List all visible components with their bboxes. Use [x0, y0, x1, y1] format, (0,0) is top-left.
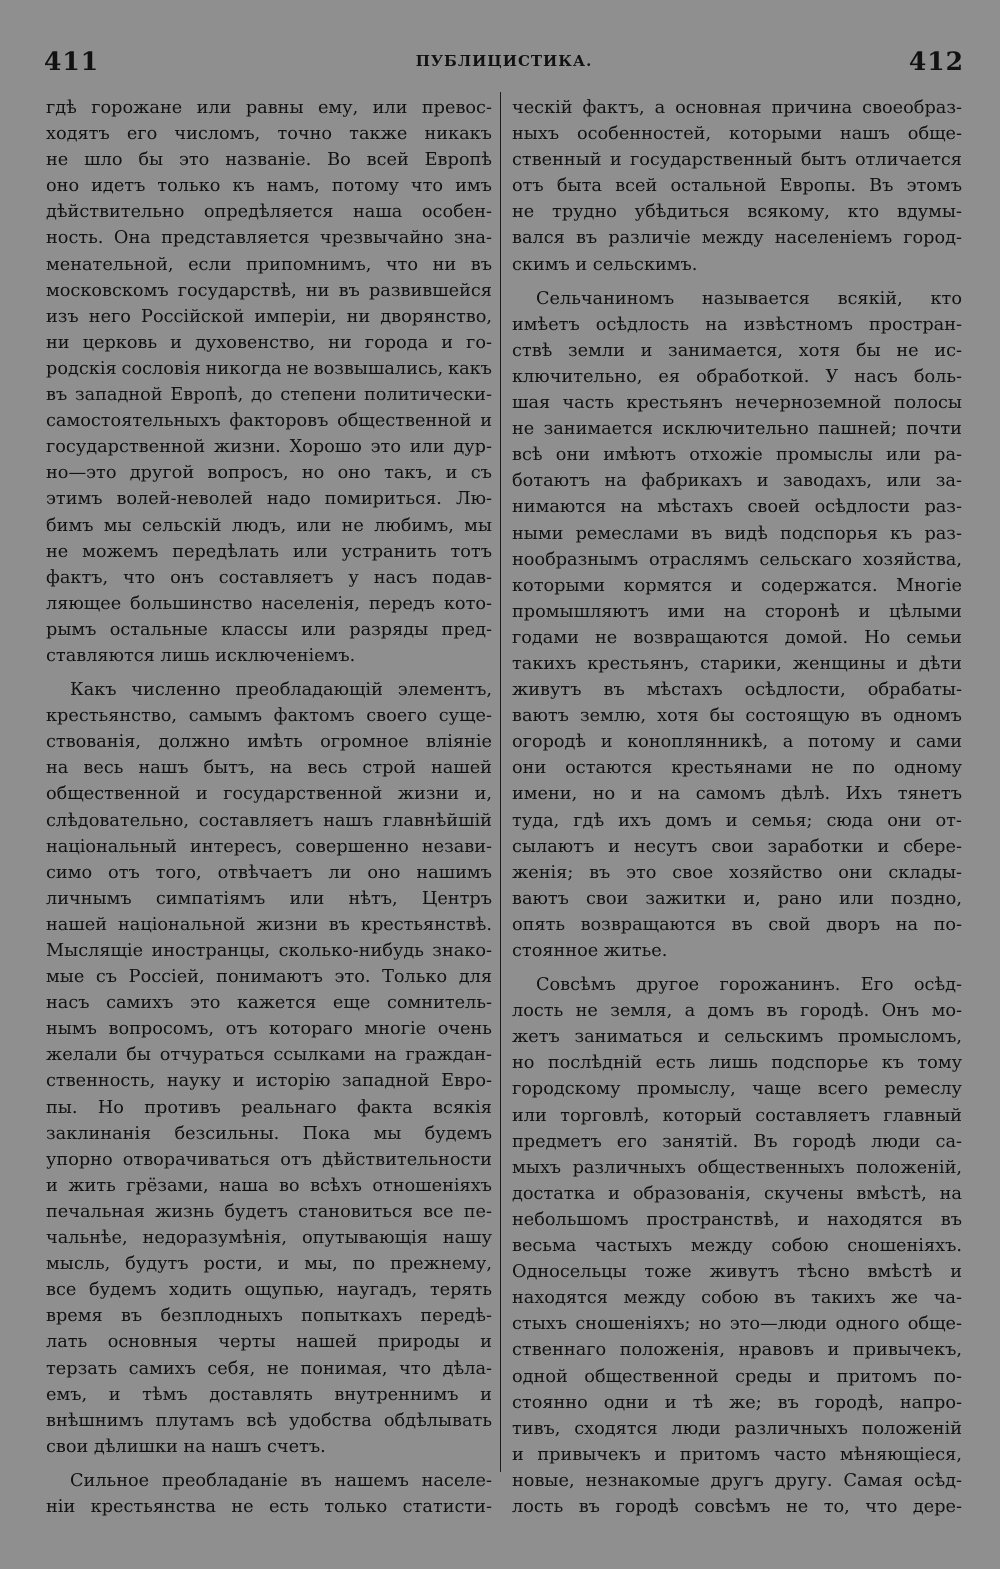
- text-line: годами не возвращаются домой. Но семьи: [512, 627, 962, 648]
- text-line: упорно отворачиваться отъ дѣйствительности: [46, 1149, 492, 1170]
- text-line: Односельцы тоже живутъ тѣсно вмѣстѣ и: [512, 1262, 962, 1283]
- text-line: стоянно одни и тѣ же; въ городѣ, напро-: [512, 1392, 962, 1413]
- text-line: менательной, если припомнимъ, что ни въ: [46, 254, 492, 275]
- paragraph-gap: [512, 964, 962, 972]
- text-line: крестьянство, самымъ фактомъ своего суще-: [46, 706, 492, 727]
- text-line: Какъ численно преобладающій элементъ,: [70, 680, 492, 701]
- text-line: бимъ мы сельскій людъ, или не любимъ, мы: [46, 515, 492, 536]
- text-line: опять возвращаются въ свой дворъ на по-: [512, 914, 962, 935]
- text-line: предметъ его занятій. Въ городѣ люди са-: [512, 1131, 962, 1152]
- text-line: рымъ остальные классы или разряды пред-: [46, 619, 492, 640]
- right-column: [512, 95, 962, 1520]
- text-line: ственный и государственный бытъ отличается: [512, 150, 962, 171]
- text-line: лать основныя черты нашей природы и: [46, 1332, 492, 1353]
- text-line: Мыслящіе иностранцы, сколько-нибудь знако-: [46, 941, 492, 961]
- text-line: личнымъ симпатіямъ или нѣтъ, Центръ: [46, 888, 492, 909]
- text-line: Сильное преобладаніе въ нашемъ населе-: [70, 1470, 492, 1491]
- text-line: живутъ въ мѣстахъ осѣдлости, обрабаты-: [512, 680, 962, 701]
- text-line: одной общественной среды и притомъ по-: [512, 1366, 962, 1387]
- text-line: національный интересъ, совершенно незави-: [46, 836, 492, 857]
- text-line: туда, гдѣ ихъ домъ и семья; сюда они от-: [512, 810, 962, 831]
- text-line: ческій фактъ, а основная причина своеобраз-: [512, 98, 962, 118]
- text-line: небольшомъ пространствѣ, и находятся въ: [512, 1209, 962, 1230]
- text-line: сылаютъ и несутъ свои заработки и сбере-: [512, 836, 962, 857]
- text-line: новые, незнакомые другъ другу. Самая осѣд-: [512, 1470, 962, 1491]
- text-line: огородѣ и коноплянникѣ, а потому и сами: [512, 732, 962, 753]
- text-line: городскому промыслу, чаще всего ремеслу: [512, 1079, 962, 1100]
- text-line: имени, но и на самомъ дѣлѣ. Ихъ тянетъ: [512, 784, 962, 805]
- text-line: женія; въ это свое хозяйство они склады-: [512, 862, 962, 883]
- text-line: не занимается исключительно пашней; почти: [512, 419, 962, 440]
- text-line: ніи крестьянства не есть только статисти-: [46, 1496, 492, 1517]
- text-line: емъ, и тѣмъ доставлять внутреннимъ и: [46, 1384, 492, 1405]
- text-line: промышляютъ ими на сторонѣ и цѣлыми: [512, 601, 962, 622]
- paragraph-gap: [512, 278, 962, 286]
- text-line: ныхъ особенностей, которыми нашъ обще-: [512, 124, 962, 145]
- text-line: шая часть крестьянъ нечерноземной полосы: [512, 393, 962, 414]
- text-line: самостоятельныхъ факторовъ общественной и: [46, 411, 492, 432]
- text-line: вался въ различіе между населеніемъ город-: [512, 228, 962, 249]
- text-line: свои дѣлишки на нашъ счетъ.: [46, 1436, 326, 1457]
- text-line: симо отъ того, отвѣчаетъ ли оно нашимъ: [46, 862, 492, 883]
- text-line: этимъ волей-неволей надо помириться. Лю-: [46, 489, 492, 510]
- text-line: родскія сословія никогда не возвышались, какъ: [46, 358, 492, 379]
- text-line: нымъ вопросомъ, отъ котораго многіе очень: [46, 1019, 492, 1040]
- text-line: которыми кормятся и содержатся. Многіе: [512, 575, 962, 596]
- text-line: стыхъ сношеніяхъ; но это—люди одного обще-: [512, 1314, 962, 1335]
- text-line: фактъ, что онъ составляетъ у насъ подав-: [46, 567, 492, 588]
- text-line: общественной и государственной жизни и,: [46, 784, 492, 805]
- text-line: чальнѣе, недоразумѣнія, опутывающія нашу: [46, 1228, 492, 1249]
- text-line: лость не земля, а домъ въ городѣ. Онъ мо-: [512, 1001, 962, 1022]
- text-line: не трудно убѣдиться всякому, кто вдумы-: [512, 202, 962, 223]
- text-line: ботаютъ на фабрикахъ и заводахъ, или за-: [512, 471, 962, 492]
- text-line: внѣшнимъ плутамъ всѣ удобства обдѣлывать: [46, 1410, 492, 1431]
- text-line: они остаются крестьянами не по одному: [512, 758, 962, 779]
- text-line: слѣдовательно, составляетъ нашъ главнѣйшій: [46, 810, 492, 831]
- column-divider: [500, 92, 501, 1472]
- text-line: нимаются на мѣстахъ своей осѣдлости раз-: [512, 497, 962, 518]
- text-line: и жить грёзами, наша во всѣхъ отношеніяхъ: [46, 1175, 492, 1196]
- running-header: [44, 44, 964, 78]
- text-line: не шло бы это названіе. Во всей Европѣ: [46, 150, 492, 171]
- text-line: тивъ, сходятся люди различныхъ положеній: [512, 1418, 962, 1439]
- text-line: ставляются лишь исключеніемъ.: [46, 645, 356, 666]
- text-line: ственность, науку и исторію западной Евро-: [46, 1071, 492, 1092]
- text-line: или торговлѣ, который составляетъ главный: [512, 1105, 962, 1126]
- text-line: желали бы отчураться ссылками на граждан-: [46, 1045, 492, 1066]
- text-line: изъ него Россійской имперіи, ни дворянство,: [46, 306, 492, 327]
- text-line: ваютъ землю, хотя бы состоящую въ одномъ: [512, 706, 962, 727]
- text-line: Сельчаниномъ называется всякій, кто: [536, 288, 962, 309]
- page-number-left: 411: [44, 46, 100, 76]
- text-line: мысль, будутъ рости, и мы, по прежнему,: [46, 1254, 492, 1275]
- text-line: Совсѣмъ другое горожанинъ. Его осѣд-: [536, 975, 962, 996]
- text-line: ходятъ его числомъ, точно также никакъ: [46, 124, 492, 145]
- text-line: нашей національной жизни въ крестьянствѣ.: [46, 914, 492, 935]
- text-line: пы. Но противъ реальнаго факта всякія: [46, 1097, 492, 1118]
- text-line: время въ безплодныхъ попыткахъ передѣ-: [46, 1306, 492, 1327]
- text-line: въ западной Европѣ, до степени политически-: [46, 385, 492, 406]
- left-column: [46, 95, 492, 1520]
- paragraph-gap: [46, 1460, 492, 1468]
- text-line: насъ самихъ это кажется еще сомнитель-: [46, 993, 492, 1014]
- text-line: но послѣдній есть лишь подспорье къ тому: [512, 1053, 962, 1074]
- text-line: заклинанія безсильны. Пока мы будемъ: [46, 1123, 492, 1144]
- text-line: ни церковь и духовенство, ни города и го-: [46, 332, 492, 353]
- text-line: отъ быта всей остальной Европы. Въ этомъ: [512, 176, 962, 197]
- text-line: скимъ и сельскимъ.: [512, 254, 698, 275]
- text-line: ными ремеслами въ видѣ подспорья къ раз-: [512, 523, 962, 544]
- text-line: мые съ Россіей, понимаютъ это. Только для: [46, 967, 492, 988]
- paragraph-gap: [46, 669, 492, 677]
- text-line: и привычекъ и притомъ часто мѣняющіеся,: [512, 1444, 962, 1465]
- text-line: ствованія, должно имѣть огромное вліяніе: [46, 732, 492, 753]
- text-line: государственной жизни. Хорошо это или дур-: [46, 437, 492, 458]
- text-line: стоянное житье.: [512, 941, 668, 961]
- text-line: находятся между собою въ такихъ же ча-: [512, 1288, 962, 1309]
- page-number-right: 412: [908, 46, 964, 76]
- text-line: ваютъ свои зажитки и, рано или поздно,: [512, 888, 962, 909]
- text-line: ляющее большинство населенія, передъ кото-: [46, 593, 492, 614]
- text-line: такихъ крестьянъ, старики, женщины и дѣти: [512, 653, 962, 674]
- text-line: всѣ они имѣютъ отхожіе промыслы или ра-: [512, 445, 962, 466]
- text-line: жетъ заниматься и сельскимъ промысломъ,: [512, 1027, 962, 1048]
- text-line: лость въ городѣ совсѣмъ не то, что дере-: [512, 1496, 962, 1517]
- text-line: гдѣ горожане или равны ему, или превос-: [46, 98, 492, 118]
- running-title: ПУБЛИЦИСТИКА.: [415, 52, 593, 70]
- text-line: ствѣ земли и занимается, хотя бы не ис-: [512, 340, 962, 361]
- text-line: ственнаго положенія, нравовъ и привычекъ,: [512, 1340, 962, 1361]
- text-line: мыхъ различныхъ общественныхъ положеній,: [512, 1157, 962, 1178]
- text-line: достатка и образованія, скучены вмѣстѣ, на: [512, 1183, 962, 1204]
- text-line: весьма частыхъ между собою сношеніяхъ.: [512, 1236, 962, 1257]
- text-line: нообразнымъ отраслямъ сельскаго хозяйства,: [512, 549, 962, 570]
- text-line: печальная жизнь будетъ становиться все пе-: [46, 1201, 492, 1222]
- text-line: московскомъ государствѣ, ни въ развившейся: [46, 280, 492, 301]
- text-line: ность. Она представляется чрезвычайно зна-: [46, 228, 492, 249]
- text-line: не можемъ передѣлать или устранить тотъ: [46, 541, 492, 562]
- text-line: на весь нашъ бытъ, на весь строй нашей: [46, 758, 492, 779]
- text-line: но—это другой вопросъ, но оно такъ, и съ: [46, 463, 492, 484]
- text-line: дѣйствительно опредѣляется наша особен-: [46, 202, 492, 223]
- text-line: имѣетъ осѣдлость на извѣстномъ простран-: [512, 314, 962, 335]
- text-line: оно идетъ только къ намъ, потому что имъ: [46, 176, 492, 197]
- text-line: ключительно, ея обработкой. У насъ боль-: [512, 366, 962, 387]
- text-line: все будемъ ходить ощупью, наугадъ, терять: [46, 1280, 492, 1301]
- text-line: терзать самихъ себя, не понимая, что дѣла-: [46, 1358, 492, 1379]
